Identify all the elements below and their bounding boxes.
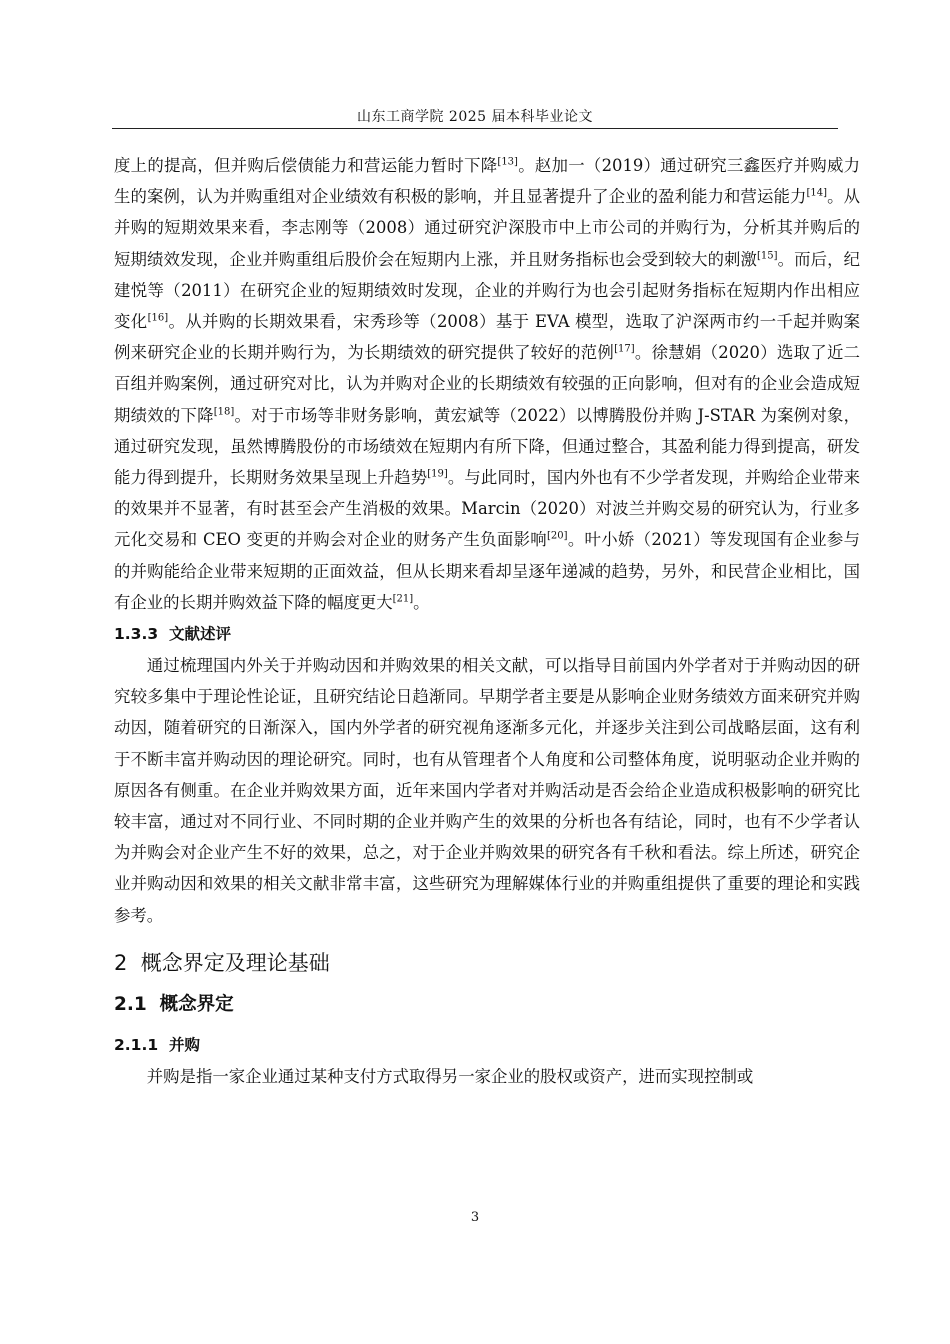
- citation[interactable]: [21]: [392, 593, 414, 605]
- section-heading-1-3-3: 1.3.3 文献述评: [114, 625, 231, 644]
- literature-paragraph: 度上的提高，但并购后偿债能力和营运能力暂时下降[13]。赵加一（2019）通过研究三鑫医疗并购威力生的案例，认为并购重组对企业绩效有积极的影响，并且显著提升了企业的盈利能力和营运能力[14]。从并购的短期效果来看，李志刚等（2008）通过研究沪深股市中上市公司的并购行为，分析其并购后的短期绩效发现，企业并购重组后股价会在短期内上涨，并且财务指标也会受到较大的刺激[15]。而后，纪建悦等（2011）在研究企业的短期绩效时发现，企业的并购行为也会引起财务指标在短期内作出相应变化[16]。从并购的长期效果看，宋秀珍等（2008）基于 EVA 模型，选取了沪深两市约一千起并购案例来研究企业的长期并购行为，为长期绩效的研究提供了较好的范例[17]。徐慧娟（2020）选取了近二百组并购案例，通过研究对比，认为并购对企业的长期绩效有较强的正向影响，但对有的企业会造成短期绩效的下降[18]。对于市场等非财务影响，黄宏斌等（2022）以博腾股份并购 J-STAR 为案例对象，通过研究发现，虽然博腾股份的市场绩效在短期内有所下降，但通过整合，其盈利能力得到提高，研发能力得到提升，长期财务效果呈现上升趋势[19]。与此同时，国内外也有不少学者发现，并购给企业带来的效果并不显著，有时甚至会产生消极的效果。Marcin（2020）对波兰并购交易的研究认为，行业多元化交易和 CEO 变更的并购会对企业的财务产生负面影响[20]。叶小娇（2021）等发现国有企业参与的并购能给企业带来短期的正面效益，但从长期来看却呈逐年递减的趋势，另外，和民营企业相比，国有企业的长期并购效益下降的幅度更大[21]。: [114, 156, 861, 612]
- citation[interactable]: [15]: [757, 250, 778, 262]
- page-number: 3: [470, 1210, 480, 1225]
- citation[interactable]: [13]: [497, 156, 518, 168]
- running-header: 山东工商学院 2025 届本科毕业论文: [356, 109, 594, 125]
- page-body: [114, 150, 860, 1092]
- definition-paragraph: 并购是指一家企业通过某种支付方式取得另一家企业的股权或资产，进而实现控制或: [146, 1066, 754, 1086]
- header-rule: [112, 128, 838, 129]
- chapter-heading-2: 2 概念界定及理论基础: [114, 950, 330, 975]
- citation[interactable]: [18]: [213, 406, 235, 418]
- citation[interactable]: [19]: [427, 468, 448, 480]
- section-heading-2-1: 2.1 概念界定: [114, 993, 234, 1015]
- citation[interactable]: [20]: [547, 530, 568, 542]
- review-paragraph: 通过梳理国内外关于并购动因和并购效果的相关文献，可以指导目前国内外学者对于并购动因的研究较多集中于理论性论证，且研究结论日趋渐同。早期学者主要是从影响企业财务绩效方面来研究并购动因，随着研究的日渐深入，国内外学者的研究视角逐渐多元化，并逐步关注到公司战略层面，这有利于不断丰富并购动因的理论研究。同时，也有从管理者个人角度和公司整体角度，说明驱动企业并购的原因各有侧重。在企业并购效果方面，近年来国内学者对并购活动是否会给企业造成积极影响的研究比较丰富，通过对不同行业、不同时期的企业并购产生的效果的分析也各有结论，同时，也有不少学者认为并购会对企业产生不好的效果，总之，对于企业并购效果的研究各有千秋和看法。综上所述，研究企业并购动因和效果的相关文献非常丰富，这些研究为理解媒体行业的并购重组提供了重要的理论和实践参考。: [114, 656, 860, 925]
- citation[interactable]: [17]: [614, 343, 635, 355]
- citation[interactable]: [16]: [147, 312, 169, 324]
- citation[interactable]: [14]: [806, 187, 828, 199]
- section-heading-2-1-1: 2.1.1 并购: [114, 1035, 200, 1054]
